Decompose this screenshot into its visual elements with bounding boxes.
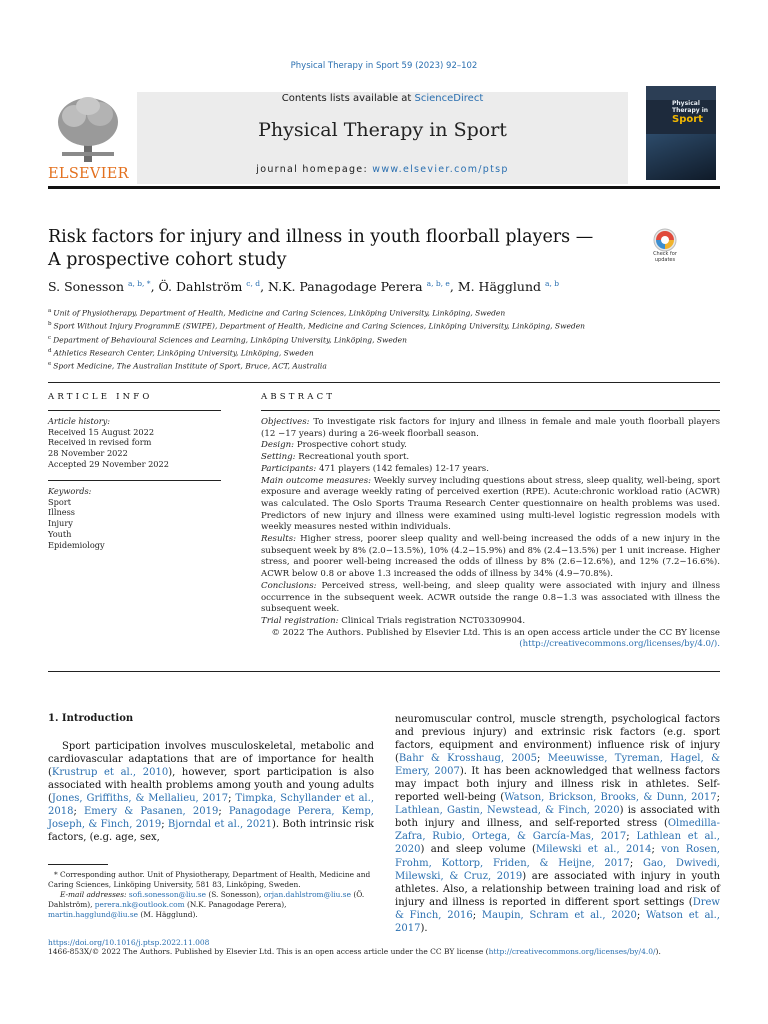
citation-link[interactable]: Maupin, Schram et al., 2020 [481,909,637,921]
journal-cover-thumbnail [646,86,716,180]
abstract-license: © 2022 The Authors. Published by Elsevier Ltd. This is an open access article under the CC BY license (http://creativecommons.org/licenses/by/4.0/). [271,627,720,650]
doi-link[interactable]: https://doi.org/10.1016/j.ptsp.2022.11.008 [48,938,210,947]
intro-paragraph-continued: neuromuscular control, muscle strength, psychological factors and previous injury) and extrinsic risk factors (e.g. sport factors, equipment and environment) influence risk of injury (Bahr & Krosshaug, 2005; Meeuwisse, Tyreman, Hagel, & Emery, 2007). It has been acknowledged that wellness factors may impact both injury and illness risk in athletes. Self-reported well-being (Watson, Brickson, Brooks, & Dunn, 2017; Lathlean, Gastin, Newstead, & Finch, 2020) is associated with both injury and illness, and self-reported stress (Olmedilla-Zafra, Rubio, Ortega, & García-Mas, 2017; Lathlean et al., 2020) and sleep volume (Milewski et al., 2014; von Rosen, Frohm, Kottorp, Friden, & Heijne, 2017; Gao, Dwivedi, Milewski, & Cruz, 2019) are associated with injury in youth athletes. Also, a relationship between training load and risk of injury and illness is reported in different sport settings (Drew & Finch, 2016; Maupin, Schram et al., 2020; Watson et al., 2017). [395,714,721,934]
citation-link[interactable]: Panagodage Perera, Kemp, Joseph, & Finch, 2019 [48,806,374,831]
cover-title-line2: Therapy in [672,107,709,114]
email-link[interactable]: sofi.sonesson@liu.se [128,890,206,899]
cover-image [646,134,716,180]
author-affiliation-marks[interactable]: c, d [246,279,261,288]
check-for-updates-button[interactable] [646,228,684,268]
affiliation-item: $^d$ Athletics Research Center, Linköping University, Linköping, Sweden [48,347,314,358]
abstract-trial-registration: Trial registration: Clinical Trials registration NCT03309904. [261,615,526,626]
citation-link[interactable]: Jones, Griffiths, & Mellalieu, 2017 [51,793,229,805]
abstract-participants: Participants: 471 players (142 females) 12-17 years. [261,463,489,474]
affiliations [48,306,728,372]
author-name[interactable]: S. Sonesson [48,279,125,295]
journal-homepage: journal homepage: www.elsevier.com/ptsp [256,164,509,175]
citation-link[interactable]: Watson, Brickson, Brooks, & Dunn, 2017 [504,792,717,804]
citation-link[interactable]: Timpka, Schyllander et al., 2018 [48,793,374,818]
keyword: Sport [48,496,71,507]
cc-license-link-footer[interactable]: http://creativecommons.org/licenses/by/4.0/ [488,947,656,956]
citation-link[interactable]: Milewski et al., 2014 [535,844,652,856]
abstract-design: Design: Prospective cohort study. [261,440,407,451]
body-column-right [395,713,720,935]
keywords-label: Keywords: [48,486,92,496]
citation-link[interactable]: Bahr & Krosshaug, 2005 [398,753,537,765]
abstract-end-divider [48,671,720,672]
abstract-objectives: Objectives: To investigate risk factors for injury and illness in female and male youth floorball players (12 −17 years) during a 26-week floorball season. [261,417,721,439]
author-affiliation-marks[interactable]: a, b [545,279,560,288]
affiliation-item: $^a$ Unit of Physiotherapy, Department of Health, Medicine and Caring Sciences, Linköping University, Linköping, Sweden [48,308,506,318]
article-title: Risk factors for injury and illness in youth floorball players — A prospective cohort study [48,227,594,270]
affiliation-item: $^c$ Department of Behavioural Sciences and Learning, Linköping University, Linköping, Sweden [48,334,407,345]
keyword: Youth [48,528,72,539]
author-list: S. Sonesson $^{a, b, *}$, Ö. Dahlström $^{c, d}$, N.K. Panagodage Perera $^{a, b, e}$, M. Hägglund $^{a, b}$ [48,279,560,295]
elsevier-logo [48,94,128,182]
footnote-divider [48,864,108,865]
cover-title-line1: Physical [672,100,700,107]
history-entry: Accepted 29 November 2022 [48,458,169,469]
citation-link[interactable]: Gao, Dwivedi, Milewski, & Cruz, 2019 [395,857,720,882]
corresponding-author-note: * Corresponding author. Unit of Physiotherapy, Department of Health, Medicine and Caring Sciences, Linköping University, 581 83, Linköping, Sweden. [48,870,371,889]
citation-link[interactable]: Watson et al., 2017 [395,909,720,934]
email-link[interactable]: orjan.dahlstrom@liu.se [263,890,351,899]
affiliation-item: $^b$ Sport Without Injury ProgrammE (SWIPE), Department of Health, Medicine and Caring Sciences, Linköping University, Linköping, Sweden [48,321,585,331]
article-info-heading: ARTICLE INFO [48,392,153,402]
author-affiliation-marks[interactable]: a, b, e [426,279,450,288]
keywords-divider [48,480,221,481]
tree-emblem-icon [48,94,128,164]
email-addresses: E-mail addresses: sofi.sonesson@liu.se (S. Sonesson), orjan.dahlstrom@liu.se (Ö. Dahlström), perera.nk@outlook.com (N.K. Panagodage Perera), martin.hagglund@liu.se (M. Hägglund). [48,890,365,919]
citation-link[interactable]: Olmedilla-Zafra, Rubio, Ortega, & García-Mas, 2017 [395,818,720,843]
history-label: Article history: [48,416,110,426]
citation-link[interactable]: Emery & Pasanen, 2019 [84,806,219,818]
keywords-list [48,486,223,550]
citation-link[interactable]: von Rosen, Frohm, Kottorp, Friden, & Heijne, 2017 [395,844,720,869]
citation-link[interactable]: Lathlean et al., 2020 [395,831,720,856]
journal-title: Physical Therapy in Sport [258,119,507,141]
author-affiliation-marks[interactable]: a, b, * [128,279,151,288]
abstract-body [261,417,720,651]
contents-availability: Contents lists available at ScienceDirect [281,93,484,104]
issn-copyright-line: 1466-853X/© 2022 The Authors. Published by Elsevier Ltd. This is an open access article under the CC BY license (http://creativecommons.org/licenses/by/4.0/). [48,947,661,956]
journal-masthead [137,92,628,184]
abstract-setting: Setting: Recreational youth sport. [261,452,410,463]
history-entry: 28 November 2022 [48,448,128,459]
section-heading-introduction: 1. Introduction [48,713,134,724]
homepage-link[interactable]: www.elsevier.com/ptsp [372,164,509,175]
cover-title-line3: Sport [672,114,703,125]
citation-link[interactable]: Krustrup et al., 2010 [51,767,169,779]
citation-link[interactable]: Lathlean, Gastin, Newstead, & Finch, 2020 [395,805,620,817]
author-name[interactable]: M. Hägglund [457,279,542,295]
author-name[interactable]: Ö. Dahlström [158,279,243,295]
keyword: Epidemiology [48,539,105,550]
abstract-heading: ABSTRACT [261,392,336,402]
article-info-divider [48,410,221,411]
history-entry: Received in revised form [48,437,152,448]
journal-reference[interactable]: Physical Therapy in Sport 59 (2023) 92–102 [290,61,478,71]
email-link[interactable]: perera.nk@outlook.com [94,900,185,909]
corresponding-author-footnote [48,870,374,920]
header-divider [48,186,720,189]
citation-link[interactable]: Drew & Finch, 2016 [395,896,720,921]
abstract-divider [261,410,720,411]
abstract-results: Results: Higher stress, poorer sleep quality and well-being increased the odds of a new injury in the subsequent week by 8% (2.0−13.5%), 10% (4.2−15.9%) and 8% (2.4−13.5%) per 1 unit increase. Higher stress, and poorer well-being increased the odds of illness by 8% (2.6−12.6%), and 12% (7.2−16.6%). ACWR below 0.8 or above 1.3 increased the odds of illness by 34% (4.9−70.8%). [261,534,720,580]
front-matter-divider [48,382,720,383]
doi-line [48,938,209,947]
cc-license-link[interactable]: (http://creativecommons.org/licenses/by/4.0/). [519,639,720,650]
crossmark-icon [646,228,684,252]
email-link[interactable]: martin.hagglund@liu.se [48,910,139,919]
keyword: Injury [48,518,73,529]
cover-band [646,86,716,100]
abstract-outcome-measures: Main outcome measures: Weekly survey including questions about stress, sleep quality, well-being, sport exposure and average weekly rating of perceived exertion (RPE). Acute:chronic workload ratio (ACWR) was calculated. The Oslo Sports Trauma Research Center questionnaire on health problems was used. Predictors of new injury and illness were examined using multi-level logistic regression models with weekly measures nested within individuals. [261,475,720,533]
keyword: Illness [48,507,75,518]
citation-link[interactable]: Bjorndal et al., 2021 [167,819,272,831]
crossmark-label: Check for updates [653,251,677,263]
elsevier-wordmark: ELSEVIER [48,166,129,182]
body-column-left [48,740,374,844]
citation-link[interactable]: Meeuwisse, Tyreman, Hagel, & Emery, 2007 [395,753,720,778]
sciencedirect-link[interactable]: ScienceDirect [414,93,484,104]
affiliation-item: $^e$ Sport Medicine, The Australian Institute of Sport, Bruce, ACT, Australia [48,361,327,371]
author-name[interactable]: N.K. Panagodage Perera [268,279,423,295]
article-history [48,416,223,470]
abstract-conclusions: Conclusions: Perceived stress, well-being, and sleep quality were associated with injury and illness occurrence in the subsequent week. ACWR outside the range 0.8−1.3 was associated with illness the subsequent week. [261,580,720,615]
history-entry: Received 15 August 2022 [48,426,155,437]
intro-paragraph: Sport participation involves musculoskeletal, metabolic and cardiovascular adaptations that are of importance for health (Krustrup et al., 2010), however, sport participation is also associated with health problems among youth and young adults (Jones, Griffiths, & Mellalieu, 2017; Timpka, Schyllander et al., 2018; Emery & Pasanen, 2019; Panagodage Perera, Kemp, Joseph, & Finch, 2019; Bjorndal et al., 2021). Both intrinsic risk factors, (e.g. age, sex, [48,741,374,844]
